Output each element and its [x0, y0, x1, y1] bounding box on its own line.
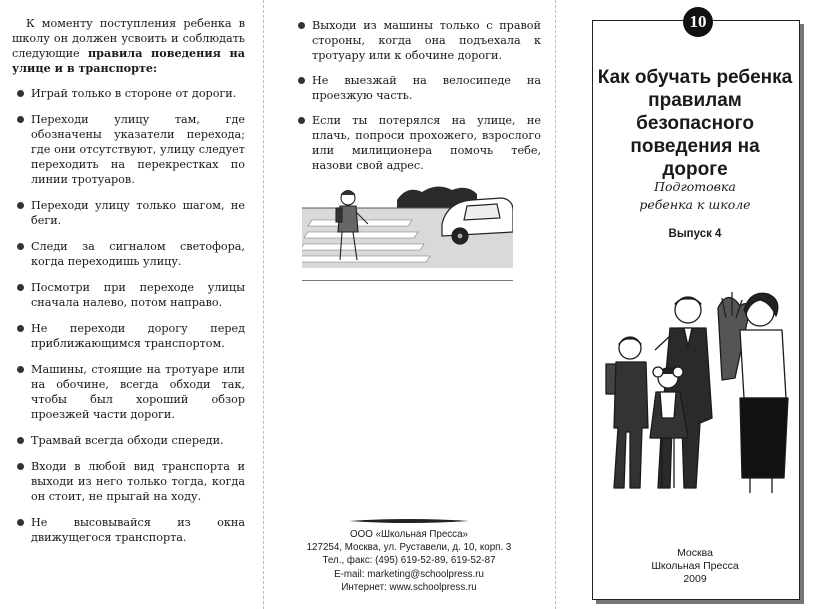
intro-paragraph [12, 16, 245, 76]
cover-subtitle [596, 178, 794, 214]
rule-item: Машины, стоящие на тротуаре или на обочине, всегда обходи так, чтобы был хороший обзор проезжей части дороги. [12, 362, 245, 422]
publisher-phone: Тел., факс: (495) 619-52-89, 619-52-87 [322, 555, 496, 567]
rule-item: Не высовывайся из окна движущегося транспорта. [12, 515, 245, 545]
publisher-website: Интернет: www.schoolpress.ru [341, 581, 477, 593]
cover-city: Москва [677, 547, 713, 559]
rule-item: Входи в любой вид транспорта и выходи из него только тогда, когда он стоит, не прыгай на ходу. [12, 459, 245, 504]
rules-list-2 [293, 18, 541, 173]
subtitle-line-1: Подготовка [654, 179, 736, 194]
ornament-divider-icon [349, 518, 469, 524]
rule-item: Если ты потерялся на улице, не плачь, попроси прохожего, взрослого или милиционера помочь тебе, назови свой адрес. [293, 113, 541, 173]
rule-item: Переходи улицу только шагом, не беги. [12, 198, 245, 228]
rule-item: Не переходи дорогу перед приближающимся транспортом. [12, 321, 245, 351]
publisher-email: E-mail: marketing@schoolpress.ru [334, 568, 484, 580]
cover-year: 2009 [683, 573, 707, 585]
cover-publisher: Школьная Пресса [651, 560, 739, 572]
rule-item: Переходи улицу там, где обозначены указатели перехода; где они отсутствуют, улицу следует переходить на перекрестках по линии тротуаров. [12, 112, 245, 187]
issue-number-badge: 10 [683, 7, 713, 37]
intro-bold-text: правила поведения на улице и в транспорте: [12, 46, 245, 75]
cover-illustration [600, 288, 790, 500]
crosswalk-scene-icon [302, 180, 513, 280]
cover-title: Как обучать ребенка правилам безопасного поведения на дороге [597, 67, 793, 180]
rule-item: Не выезжай на велосипеде на проезжую часть. [293, 73, 541, 103]
rule-item: Посмотри при переходе улицы сначала налево, потом направо. [12, 280, 245, 310]
rule-item: Играй только в стороне от дороги. [12, 86, 245, 101]
panel-rules-1 [0, 0, 263, 609]
rules-list-1 [12, 86, 245, 545]
crosswalk-illustration [302, 180, 513, 281]
subtitle-line-2: ребенка к школе [639, 197, 751, 212]
publisher-footer [263, 518, 555, 594]
family-first-grader-icon [600, 288, 790, 500]
issue-label: Выпуск 4 [668, 228, 722, 240]
intro-text: К моменту поступления ребенка в школу он должен усвоить и соблюдать следующие [12, 17, 245, 60]
rule-item: Следи за сигналом светофора, когда переходишь улицу. [12, 239, 245, 269]
publisher-address: 127254, Москва, ул. Руставели, д. 10, корп. 3 [306, 542, 512, 554]
cover-publisher-block [596, 547, 794, 586]
publisher-company: ООО «Школьная Пресса» [350, 529, 468, 540]
fold-line-right [555, 0, 556, 609]
rule-item: Выходи из машины только с правой стороны, когда она подъехала к тротуару или к обочине дороги. [293, 18, 541, 63]
rule-item: Трамвай всегда обходи спереди. [12, 433, 245, 448]
